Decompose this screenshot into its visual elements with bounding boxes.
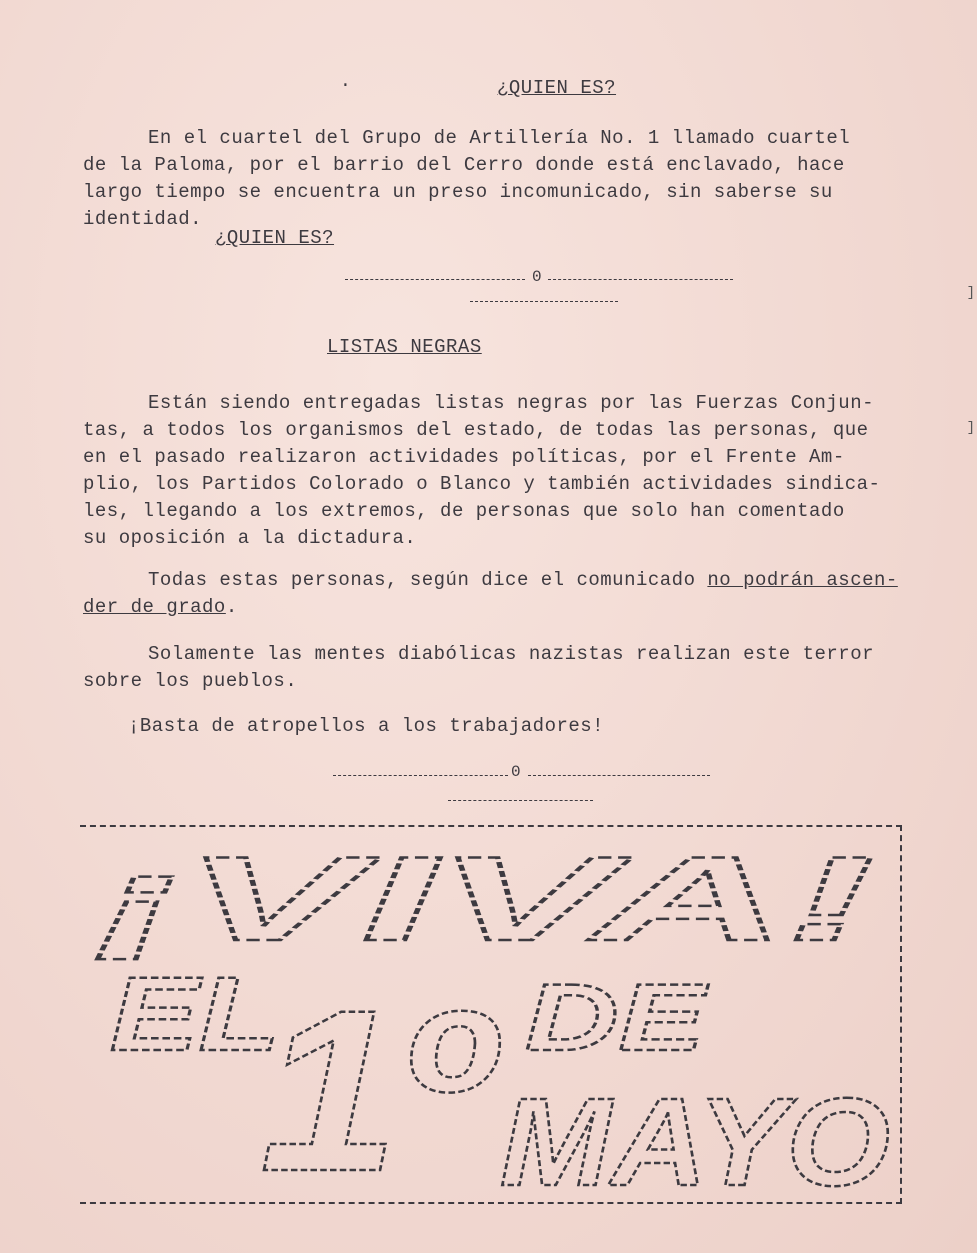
para2-line-2: [83, 594, 238, 621]
divider2-short: [448, 800, 593, 801]
section1-closing: ¿QUIEN ES?: [215, 227, 335, 249]
section1-line-3: largo tiempo se encuentra un preso incomunicado, sin saberse su: [83, 181, 833, 203]
section1-line-1: En el cuartel del Grupo de Artillería No. 1 llamado cuartel: [148, 127, 851, 149]
banner-word-el: EL: [110, 956, 280, 1073]
para3-line-1: Solamente las mentes diabólicas nazistas realizan este terror: [148, 643, 875, 665]
divider-line-right: [548, 279, 733, 280]
para1-line-1: Están siendo entregadas listas negras por las Fuerzas Conjun-: [148, 392, 875, 414]
para3-line-2: sobre los pueblos.: [83, 670, 298, 692]
banner-word-mayo: MAYO: [500, 1073, 890, 1200]
may-day-banner: [80, 825, 900, 1200]
divider2-line-right: [528, 775, 710, 776]
edge-mark: ]: [966, 420, 975, 436]
section2-title: LISTAS NEGRAS: [327, 336, 482, 358]
para2-underlined-2: der de grado: [83, 596, 226, 618]
para2-text: Todas estas personas, según dice el comunicado: [148, 569, 708, 591]
para4-exclamation: ¡Basta de atropellos a los trabajadores!: [128, 715, 605, 737]
divider2-line-left: [333, 775, 508, 776]
para1-line-6: su oposición a la dictadura.: [83, 527, 417, 549]
para2-underlined-1: no podrán ascen-: [707, 569, 898, 591]
edge-mark: ]: [966, 285, 975, 301]
section1-line-4: identidad.: [83, 208, 203, 230]
divider-line-left: [345, 279, 525, 280]
banner-word-de: DE: [525, 965, 709, 1071]
section1-title: ¿QUIEN ES?: [497, 77, 617, 99]
para2-end: .: [225, 596, 238, 618]
para1-line-2: tas, a todos los organismos del estado, de todas las personas, que: [83, 419, 869, 441]
para2-line-1: [148, 567, 898, 594]
para1-line-3: en el pasado realizaron actividades políticas, por el Frente Am-: [83, 446, 845, 468]
divider2-circle: 0: [511, 763, 521, 781]
para1-line-5: les, llegando a los extremos, de personas que solo han comentado: [83, 500, 845, 522]
section1-line-2: de la Paloma, por el barrio del Cerro donde está enclavado, hace: [83, 154, 845, 176]
para1-line-4: plio, los Partidos Colorado o Blanco y también actividades sindica-: [83, 473, 881, 495]
banner-lettering: [80, 825, 900, 1200]
divider-short: [470, 301, 618, 302]
banner-line-viva: ¡VIVA!: [95, 832, 875, 966]
divider-circle: 0: [532, 268, 542, 286]
bullet-dot: .: [340, 72, 351, 92]
banner-number-1: 1º: [260, 962, 500, 1200]
